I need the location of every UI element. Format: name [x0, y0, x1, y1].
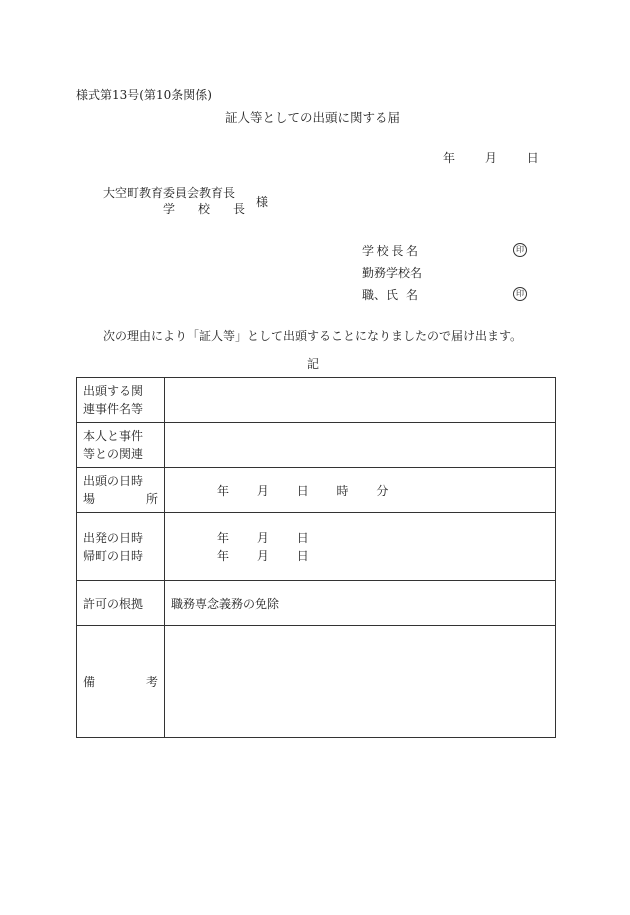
seal-mark-2: 印	[513, 287, 527, 301]
position-name-label: 職、氏 名	[362, 288, 418, 302]
addressee-line2: 学 校 長	[163, 202, 245, 216]
permission-basis-value: 職務専念義務の免除	[165, 581, 556, 626]
relation-label: 本人と事件 等との関連	[77, 423, 165, 468]
addressee-honorific: 様	[256, 195, 269, 209]
date-year: 年	[443, 151, 456, 165]
form-number: 様式第13号(第10条関係)	[76, 88, 212, 102]
permission-basis-label: 許可の根拠	[77, 581, 165, 626]
school-name-label: 勤務学校名	[362, 266, 423, 280]
date-line	[443, 149, 539, 166]
ki-heading: 記	[307, 357, 320, 371]
table-row	[77, 378, 556, 423]
remarks-value	[165, 626, 556, 738]
related-case-label: 出頭する関 連事件名等	[77, 378, 165, 423]
table-row	[77, 626, 556, 738]
report-table	[76, 377, 556, 738]
related-case-value	[165, 378, 556, 423]
departure-date: 年 月 日	[217, 530, 309, 545]
principal-name-label: 学 校 長 名	[362, 244, 418, 258]
appearance-datetime-place-label: 出頭の日時 場 所	[77, 468, 165, 513]
appearance-datetime-value: 年 月 日 時 分	[165, 468, 556, 513]
table-row	[77, 581, 556, 626]
date-month: 月	[484, 151, 497, 165]
intro-text: 次の理由により「証人等」として出頭することになりましたので届け出ます。	[103, 329, 523, 343]
departure-return-label: 出発の日時 帰町の日時	[77, 513, 165, 581]
table-row	[77, 423, 556, 468]
document-title: 証人等としての出頭に関する届	[225, 110, 401, 125]
date-day: 日	[526, 151, 539, 165]
table-row	[77, 513, 556, 581]
seal-mark-1: 印	[513, 243, 527, 257]
table-row	[77, 468, 556, 513]
departure-return-value	[165, 513, 556, 581]
return-date: 年 月 日	[217, 548, 309, 563]
addressee-line1: 大空町教育委員会教育長	[103, 186, 236, 200]
remarks-label: 備 考	[77, 626, 165, 738]
relation-value	[165, 423, 556, 468]
